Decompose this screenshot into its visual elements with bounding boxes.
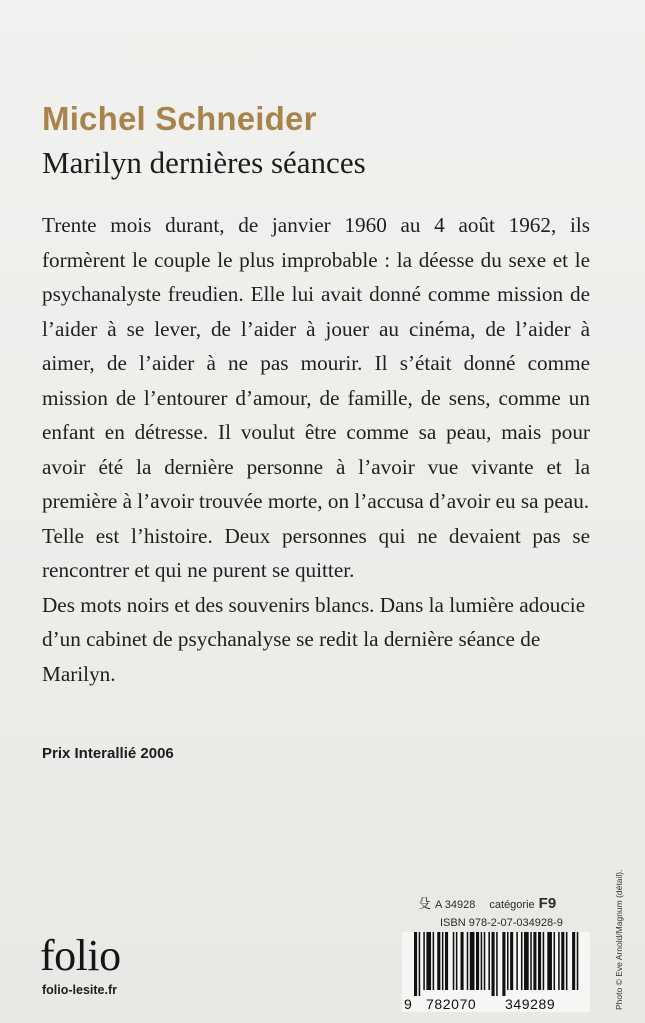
catalog-reference: A 34928 [435, 899, 476, 911]
author-name: Michel Schneider [42, 100, 317, 137]
barcode-bar [453, 932, 455, 990]
barcode-bar [437, 932, 440, 990]
barcode-bar [492, 932, 495, 996]
barcode-digits-group-2: 349289 [505, 996, 556, 1012]
blurb-paragraph-1: Trente mois durant, de janvier 1960 au 4 août 1962, ils formèrent le couple le plus improbable : la déesse du sexe et le psychanalyste freudien. Elle lui avait donné comme mission de l’aider à se lever, de l’aider à jouer au cinéma, de l’aider à aimer, de l’aider à ne pas mourir. Il s’était donné comme mission de l’entourer d’amour, de famille, de sens, comme un enfant en détresse. Il voulut être comme sa peau, mais pour avoir été la dernière personne à l’avoir vue vivante et la première à l’avoir trouvée morte, on l’accusa d’avoir eu sa peau. [42, 213, 590, 513]
barcode-bar [476, 932, 479, 990]
barcode-bar [445, 932, 448, 990]
barcode-bar [456, 932, 458, 990]
barcode-bar [572, 932, 575, 990]
barcode-bar [442, 932, 444, 990]
barcode-bar [488, 932, 490, 990]
barcode-digit-first: 9 [404, 996, 413, 1012]
barcode-bar [561, 932, 564, 990]
barcode [402, 932, 590, 1012]
barcode-bar [467, 932, 469, 990]
barcode-bar [502, 932, 505, 996]
barcode-bar [558, 932, 560, 990]
barcode-bar [419, 932, 421, 996]
barcode-bar [507, 932, 509, 990]
barcode-bar [510, 932, 513, 990]
barcode-bar [481, 932, 483, 990]
barcode-bar [538, 932, 541, 990]
category-code: F9 [538, 895, 557, 912]
barcode-bar [530, 932, 532, 990]
barcode-bar [484, 932, 486, 990]
folio-logo: folio [40, 931, 121, 980]
barcode-bar [414, 932, 417, 996]
barcode-bar [423, 932, 425, 990]
book-title: Marilyn dernières séances [42, 145, 366, 180]
publisher-website: folio-lesite.fr [42, 983, 118, 997]
barcode-bar [433, 932, 435, 990]
barcode-bar [547, 932, 552, 990]
isbn-text: ISBN 978-2-07-034928-9 [440, 917, 563, 929]
barcode-digits-group-1: 782070 [426, 996, 477, 1012]
prize-label: Prix Interallié 2006 [42, 745, 174, 762]
barcode-bar [521, 932, 523, 990]
catalog-codes [418, 893, 556, 912]
barcode-bar [566, 932, 568, 990]
category-label: catégorie [489, 899, 535, 911]
barcode-bar [524, 932, 529, 990]
barcode-bar [554, 932, 556, 990]
barcode-bar [461, 932, 464, 990]
barcode-bar [516, 932, 518, 990]
blurb-paragraph-2: Telle est l’histoire. Deux personnes qui ne devaient pas se rencontrer et qui ne purent se quitter. [42, 523, 590, 582]
blurb [42, 208, 590, 691]
barcode-bar [426, 932, 431, 990]
barcode-bar [577, 932, 579, 990]
barcode-bars [412, 932, 580, 996]
publisher-mark-icon: 殳 [418, 896, 432, 911]
barcode-bar [533, 932, 536, 990]
barcode-bar [543, 932, 545, 990]
photo-credit: Photo © Eve Arnold/Magnum (détail). [614, 869, 624, 1010]
barcode-bar [470, 932, 475, 990]
blurb-paragraph-3: Des mots noirs et des souvenirs blancs. Dans la lumière adoucie d’un cabinet de psychanalyse se redit la dernière séance de Marilyn. [42, 592, 586, 686]
barcode-bar [496, 932, 498, 996]
